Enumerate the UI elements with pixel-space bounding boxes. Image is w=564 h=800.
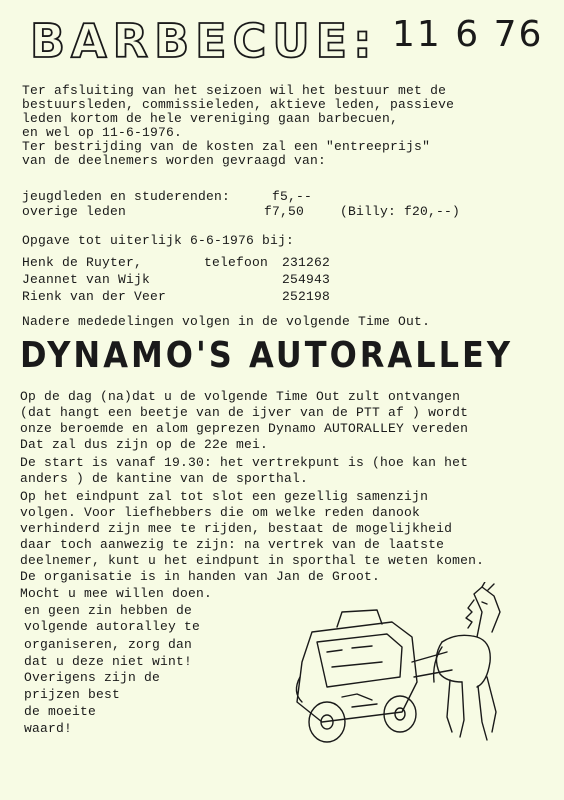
barbecue-line: bestuursleden, commissieleden, aktieve leden, passieve [22, 97, 455, 112]
side-line: volgende autoralley te [24, 619, 201, 634]
barbecue-line: Ter bestrijding van de kosten zal een "entreeprijs" [22, 139, 431, 154]
barbecue-title: BARBECUE: [30, 14, 378, 68]
rally-line: Mocht u mee willen doen. [20, 586, 213, 601]
rally-line: De organisatie is in handen van Jan de Groot. [20, 569, 381, 584]
rally-line: (dat hangt een beetje van de ijver van de PTT af ) wordt [20, 405, 469, 420]
rally-title: DYNAMO'S AUTORALLEY [20, 334, 513, 376]
side-line: dat u deze niet wint! [24, 654, 193, 669]
barbecue-line: en wel op 11-6-1976. [22, 125, 183, 140]
contact-phone: 252198 [282, 289, 331, 304]
rally-line: volgen. Voor liefhebbers die om welke reden danook [20, 505, 421, 520]
price-label: overige leden [22, 204, 127, 219]
rally-line: verhinderd zijn mee te rijden, bestaat de mogelijkheid [20, 521, 453, 536]
barbecue-date: 11 6 76 [392, 14, 544, 55]
rally-line: Dat zal dus zijn op de 22e mei. [20, 437, 269, 452]
rally-line: anders ) de kantine van de sporthal. [20, 471, 309, 486]
side-line: waard! [24, 721, 73, 736]
barbecue-line: van de deelnemers worden gevraagd van: [22, 153, 327, 168]
rally-line: deelnemer, kunt u het eindpunt in sporthal te weten komen. [20, 553, 485, 568]
price-label: jeugdleden en studerenden: [22, 189, 231, 204]
barbecue-line: Ter afsluiting van het seizoen wil het bestuur met de [22, 83, 447, 98]
phone-label: telefoon [204, 255, 269, 270]
contact-name: Rienk van der Veer [22, 289, 167, 304]
barbecue-line: leden kortom de hele vereniging gaan barbecuen, [22, 111, 399, 126]
contact-name: Henk de Ruyter, [22, 255, 143, 270]
rally-line: De start is vanaf 19.30: het vertrekpunt is (hoe kan het [20, 455, 469, 470]
side-line: organiseren, zorg dan [24, 637, 193, 652]
deadline-text: Opgave tot uiterlijk 6-6-1976 bij: [22, 233, 295, 248]
horse-and-cart-drawing [282, 582, 512, 762]
closing-note: Nadere mededelingen volgen in de volgende Time Out. [22, 314, 431, 329]
side-line: de moeite [24, 704, 97, 719]
rally-line: onze beroemde en alom geprezen Dynamo AUTORALLEY vereden [20, 421, 469, 436]
contact-phone: 231262 [282, 255, 331, 270]
price-extra: (Billy: f20,--) [340, 204, 461, 219]
price-amount: f7,50 [264, 204, 305, 219]
price-amount: f5,-- [272, 189, 313, 204]
contact-phone: 254943 [282, 272, 331, 287]
contact-name: Jeannet van Wijk [22, 272, 151, 287]
rally-line: Op het eindpunt zal tot slot een gezellig samenzijn [20, 489, 429, 504]
rally-line: Op de dag (na)dat u de volgende Time Out zult ontvangen [20, 389, 461, 404]
side-line: en geen zin hebben de [24, 603, 193, 618]
rally-line: daar toch aanwezig te zijn: na vertrek van de laatste [20, 537, 445, 552]
side-line: Overigens zijn de [24, 670, 161, 685]
side-line: prijzen best [24, 687, 121, 702]
